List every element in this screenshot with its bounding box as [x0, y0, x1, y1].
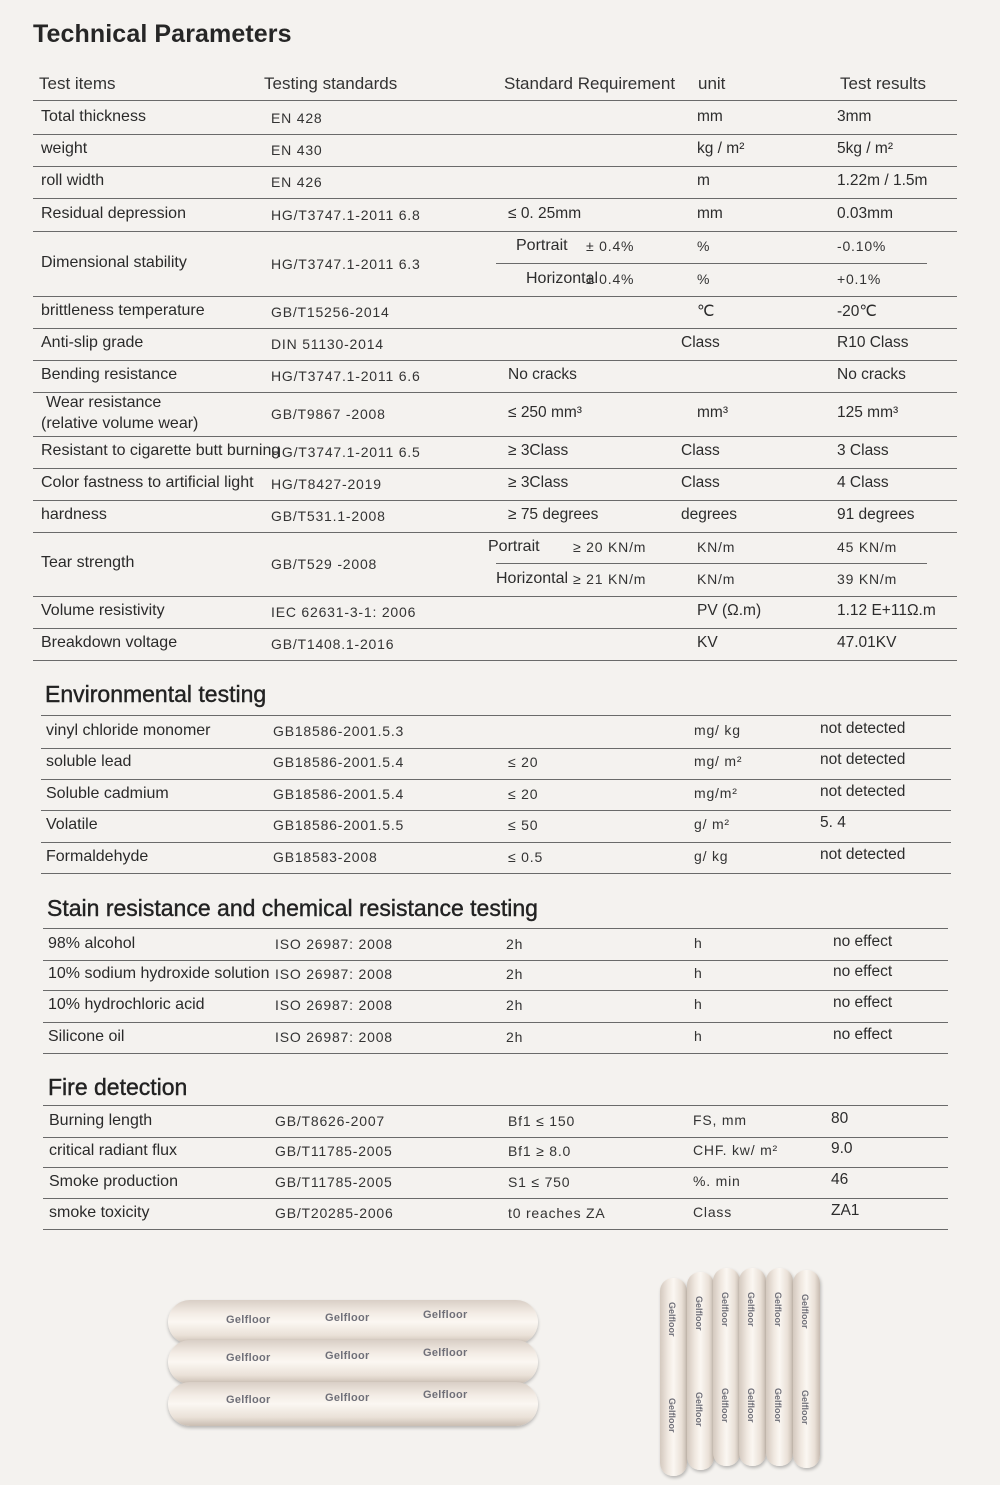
- unit: %: [697, 238, 711, 255]
- requirement: No cracks: [508, 366, 577, 383]
- testing-standard: GB/T20285-2006: [275, 1204, 394, 1221]
- unit: CHF. kw/ m²: [693, 1141, 779, 1158]
- testing-standard: DIN 51130-2014: [271, 336, 384, 352]
- test-item: Total thickness: [41, 107, 146, 125]
- testing-standard: GB/T11785-2005: [275, 1142, 393, 1159]
- fire-detection-table: [43, 0, 948, 1230]
- section-title-environmental: Environmental testing: [45, 681, 267, 707]
- test-result: R10 Class: [837, 334, 909, 351]
- header-test-items: Test items: [39, 74, 116, 93]
- testing-standard: GB18583-2008: [273, 848, 378, 865]
- test-result: 5. 4: [820, 814, 846, 831]
- unit: kg / m²: [697, 139, 745, 157]
- test-result: 3 Class: [837, 442, 889, 459]
- test-result: No cracks: [837, 366, 906, 383]
- test-result: -20℃: [837, 303, 877, 320]
- section-title-stain: Stain resistance and chemical resistance testing: [47, 895, 538, 921]
- test-item: roll width: [41, 172, 105, 189]
- unit: mg/m²: [694, 784, 738, 801]
- test-result: 45 KN/m: [837, 539, 898, 555]
- testing-standard: GB/T8626-2007: [275, 1112, 386, 1129]
- unit: PV (Ω.m): [697, 602, 762, 619]
- testing-standard: GB18586-2001.5.4: [273, 754, 405, 770]
- test-result: not detected: [820, 782, 906, 800]
- testing-standard: HG/T3747.1-2011 6.5: [271, 444, 421, 460]
- test-item: Wear resistance: [46, 394, 162, 411]
- test-result: not detected: [820, 720, 906, 737]
- test-item: Volume resistivity: [41, 602, 165, 619]
- unit: Class: [681, 334, 720, 351]
- requirement: 2h: [506, 1028, 524, 1045]
- testing-standard: HG/T8427-2019: [271, 476, 382, 492]
- requirement: ≤ 50: [508, 817, 539, 833]
- testing-standard: ISO 26987: 2008: [275, 965, 393, 982]
- unit: h: [694, 1027, 703, 1044]
- test-result: 46: [831, 1170, 849, 1188]
- requirement: ≤ 250 mm³: [508, 404, 582, 421]
- test-item: Resistant to cigarette butt burning: [41, 442, 281, 459]
- orientation-label: Horizontal: [496, 570, 569, 587]
- unit: mm: [697, 204, 723, 222]
- unit: mg/ kg: [694, 722, 741, 738]
- unit: mm: [697, 107, 723, 125]
- test-item: Color fastness to artificial light: [41, 474, 254, 491]
- test-item: soluble lead: [46, 753, 132, 770]
- test-result: 9.0: [831, 1139, 853, 1157]
- test-item: brittleness temperature: [41, 302, 205, 319]
- header-standard-requirement: Standard Requirement: [504, 74, 676, 93]
- page-title: Technical Parameters: [33, 20, 292, 48]
- requirement: ≥ 21 KN/m: [573, 571, 647, 587]
- testing-standard: HG/T3747.1-2011 6.3: [271, 255, 421, 272]
- test-result: 1.22m / 1.5m: [837, 172, 928, 189]
- testing-standard: GB/T529 -2008: [271, 556, 378, 572]
- requirement: ≤ 20: [508, 785, 539, 802]
- requirement: S1 ≤ 750: [508, 1173, 571, 1190]
- test-item: Formaldehyde: [46, 847, 149, 865]
- orientation-label: Portrait: [488, 538, 540, 555]
- section-title-fire: Fire detection: [48, 1074, 188, 1100]
- unit: %. min: [693, 1172, 741, 1189]
- test-item: 98% alcohol: [48, 934, 136, 952]
- unit: KN/m: [697, 571, 736, 587]
- test-item: Soluble cadmium: [46, 784, 169, 802]
- test-result: no effect: [833, 994, 893, 1011]
- unit: %: [697, 270, 711, 287]
- test-result: 5kg / m²: [837, 139, 893, 157]
- testing-standard: IEC 62631-3-1: 2006: [271, 604, 417, 620]
- unit: h: [694, 964, 703, 981]
- test-item-note: (relative volume wear): [41, 415, 199, 432]
- testing-standard: ISO 26987: 2008: [275, 935, 393, 952]
- testing-standard: ISO 26987: 2008: [275, 997, 393, 1013]
- unit: h: [694, 996, 703, 1012]
- testing-standard: GB/T1408.1-2016: [271, 636, 395, 652]
- requirement: 2h: [506, 935, 524, 952]
- requirement: ≥ 3Class: [508, 474, 569, 491]
- requirement: t0 reaches ZA: [508, 1204, 606, 1221]
- table-row: [43, 1136, 948, 1168]
- test-item: Volatile: [46, 816, 98, 833]
- table-row: [43, 1167, 948, 1199]
- test-item: Dimensional stability: [41, 253, 187, 271]
- requirement: ≥ 20 KN/m: [573, 539, 647, 555]
- testing-standard: HG/T3747.1-2011 6.8: [271, 206, 421, 223]
- orientation-label: Portrait: [516, 237, 568, 255]
- test-item: Tear strength: [41, 554, 135, 571]
- unit: KV: [697, 634, 718, 651]
- table-row: [43, 1105, 948, 1138]
- unit: FS, mm: [693, 1111, 747, 1128]
- test-result: 47.01KV: [837, 634, 897, 651]
- test-result: 4 Class: [837, 474, 889, 491]
- test-item: vinyl chloride monomer: [46, 722, 211, 739]
- test-item: Bending resistance: [41, 366, 178, 383]
- testing-standard: EN 428: [271, 109, 323, 126]
- testing-standard: EN 430: [271, 141, 323, 158]
- requirement: ± 0.4%: [586, 270, 635, 287]
- unit: m: [697, 172, 710, 189]
- upright-rolls-image: Gelfloor Gelfloor Gelfloor Gelfloor Gelfloor Gelfloor Gelfloor Gelfloor Gelfloor Gelfloor Gelfloor Gelfloor: [660, 1268, 840, 1470]
- test-result: no effect: [833, 932, 893, 950]
- testing-standard: GB18586-2001.5.4: [273, 785, 405, 802]
- requirement: Bf1 ≤ 150: [508, 1112, 576, 1129]
- requirement: ± 0.4%: [586, 238, 635, 255]
- unit: Class: [693, 1203, 733, 1220]
- testing-standard: GB/T15256-2014: [271, 304, 390, 320]
- testing-standard: ISO 26987: 2008: [275, 1028, 393, 1045]
- stacked-rolls-image: Gelfloor Gelfloor Gelfloor Gelfloor Gelfloor Gelfloor Gelfloor Gelfloor Gelfloor: [168, 1300, 538, 1432]
- unit: degrees: [681, 506, 738, 523]
- testing-standard: EN 426: [271, 174, 323, 190]
- test-item: Anti-slip grade: [41, 334, 144, 351]
- test-result: no effect: [833, 1025, 893, 1043]
- test-item: Smoke production: [49, 1172, 178, 1190]
- test-item: critical radiant flux: [49, 1141, 178, 1159]
- header-testing-standards: Testing standards: [264, 74, 398, 93]
- test-item: smoke toxicity: [49, 1203, 150, 1221]
- requirement: 2h: [506, 997, 524, 1013]
- requirement: ≤ 0. 25mm: [508, 204, 582, 222]
- testing-standard: GB/T531.1-2008: [271, 508, 386, 524]
- unit: h: [694, 934, 703, 951]
- test-item: Breakdown voltage: [41, 634, 178, 651]
- test-result: -0.10%: [837, 238, 887, 255]
- unit: g/ m²: [694, 816, 730, 832]
- requirement: ≤ 20: [508, 754, 539, 770]
- header-unit: unit: [698, 74, 726, 93]
- test-result: 1.12 E+11Ω.m: [837, 602, 936, 619]
- test-item: weight: [41, 139, 88, 157]
- unit: ℃: [697, 303, 715, 320]
- test-result: ZA1: [831, 1201, 860, 1219]
- testing-standard: GB/T11785-2005: [275, 1173, 393, 1190]
- test-item: 10% sodium hydroxide solution: [48, 964, 270, 982]
- test-result: no effect: [833, 962, 893, 980]
- test-item: Residual depression: [41, 204, 186, 222]
- requirement: ≤ 0.5: [508, 848, 544, 865]
- testing-standard: GB18586-2001.5.5: [273, 817, 405, 833]
- requirement: ≥ 75 degrees: [508, 506, 599, 523]
- unit: mg/ m²: [694, 753, 743, 769]
- table-row: [43, 1198, 948, 1230]
- unit: mm³: [697, 404, 728, 421]
- orientation-label: Horizontal: [526, 269, 599, 287]
- unit: g/ kg: [694, 847, 729, 864]
- header-test-results: Test results: [840, 74, 926, 93]
- test-result: not detected: [820, 751, 906, 768]
- test-result: 0.03mm: [837, 204, 893, 222]
- testing-standard: HG/T3747.1-2011 6.6: [271, 368, 421, 384]
- test-result: 39 KN/m: [837, 571, 898, 587]
- test-result: 91 degrees: [837, 506, 915, 523]
- test-item: Silicone oil: [48, 1027, 125, 1045]
- unit: Class: [681, 474, 720, 491]
- testing-standard: GB/T9867 -2008: [271, 406, 386, 422]
- requirement: Bf1 ≥ 8.0: [508, 1142, 572, 1159]
- test-result: 125 mm³: [837, 404, 899, 421]
- requirement: ≥ 3Class: [508, 442, 569, 459]
- unit: Class: [681, 442, 720, 459]
- unit: KN/m: [697, 539, 736, 555]
- test-item: Burning length: [49, 1111, 153, 1129]
- test-result: 3mm: [837, 107, 872, 125]
- test-item: hardness: [41, 506, 107, 523]
- requirement: 2h: [506, 965, 524, 982]
- test-result: +0.1%: [837, 270, 882, 287]
- testing-standard: GB18586-2001.5.3: [273, 723, 405, 739]
- test-result: not detected: [820, 845, 906, 863]
- test-item: 10% hydrochloric acid: [48, 996, 205, 1013]
- test-result: 80: [831, 1109, 849, 1127]
